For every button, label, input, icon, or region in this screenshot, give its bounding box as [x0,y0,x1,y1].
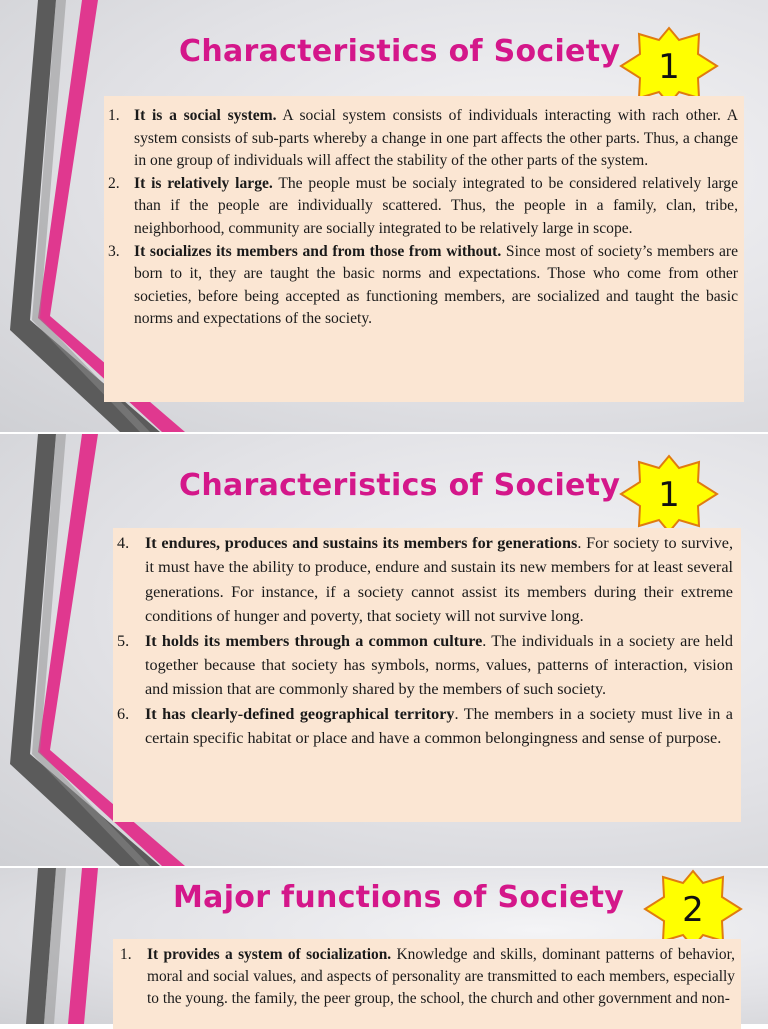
item-text: The people must be socialy integrated to be considered relatively large than if the people are individually scattered. Thus, the people in a family, clan, tribe, neighborhood, community are socially integrated to be relatively large in scope. [134,174,738,237]
item-number: 6. [117,704,130,723]
list-item [117,531,733,629]
text-box [113,939,741,1029]
slide-title: Characteristics of Society [179,34,621,69]
item-heading: It endures, produces and sustains its members for generations [145,534,578,552]
slide-1 [0,0,768,432]
list-item [117,629,734,702]
item-heading: It socializes its members and from those from without. [134,242,502,260]
item-heading: It is a social system. [134,107,277,124]
item-number: 2. [108,174,120,192]
item-heading: It is relatively large. [134,174,273,192]
item-text: . The individuals in a society are held together because that society has symbols, norms, values, patterns of interaction, vision and mission that are commonly shared by the members of such society. [145,631,734,699]
item-number: 5. [117,631,130,650]
item-number: 1. [120,946,132,963]
item-text: Since most of society’s members are born to it, they are taught the basic norms and expectations. Those who come from other societies, before being accepted as functioning members, are socialized and taught the basic norms and expectations of the society. [134,242,738,328]
item-heading: It has clearly-defined geographical territory [145,704,455,723]
slide-title: Characteristics of Society [179,468,621,503]
item-heading: It provides a system of socialization. [147,946,392,963]
text-box [104,96,744,402]
item-text: Knowledge and skills, dominant patterns of behavior, moral and social values, and aspects of personality are transmitted to each members, especially to the young. the family, the peer group, the school, the church and other government and non- [147,946,735,1007]
item-number: 1. [108,107,120,124]
item-text: . The members in a society must live in a certain specific habitat or place and have a common belongingness and sense of purpose. [145,704,733,748]
item-text: A social system consists of individuals interacting with rach other. A system consists of sub-parts whereby a change in one part affects the other parts. Thus, a change in one group of individuals will affect the stability of the other parts of the system. [134,107,738,170]
star-badge-icon [643,869,743,949]
item-text: . For society to survive, it must have the ability to produce, endure and sustain its new members for at least several generations. For instance, if a society cannot assist its members during their extreme conditions of hunger and poverty, that society will not survive long. [145,534,733,626]
star-badge-icon [619,26,719,106]
badge-number: 2 [682,890,704,930]
badge-number: 1 [658,475,680,515]
list-item [120,944,735,1010]
item-heading: It holds its members through a common culture [145,631,483,650]
list-item [108,105,738,173]
item-number: 4. [117,534,130,552]
item-number: 3. [108,242,120,260]
badge-number: 1 [658,47,680,87]
list-item [108,173,738,241]
slide-title: Major functions of Society [173,880,625,915]
list-item [108,241,738,331]
list-item [117,702,733,751]
text-box [113,528,741,822]
star-badge-icon [619,454,719,534]
